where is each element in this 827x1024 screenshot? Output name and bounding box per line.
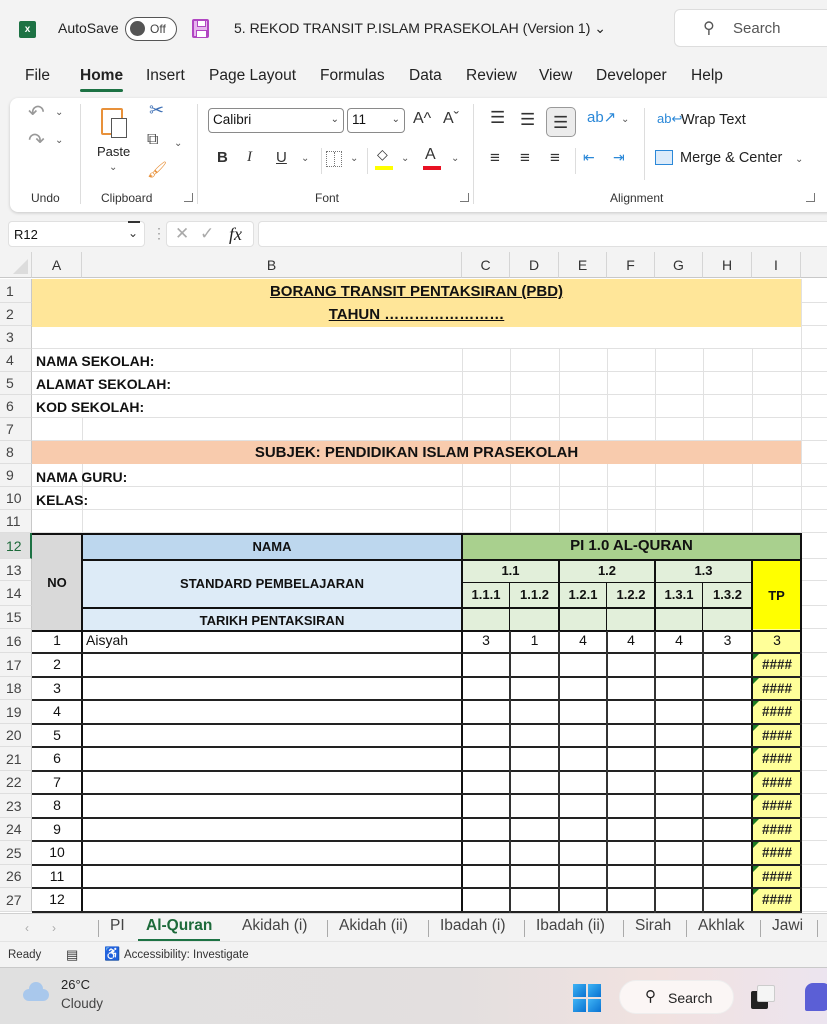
row-header-8[interactable]: 8 — [0, 441, 32, 464]
merge-center-button[interactable]: Merge & Center — [680, 150, 783, 166]
sub-header: 1.3.1 — [664, 587, 694, 602]
align-top-icon[interactable]: ☰ — [490, 108, 506, 127]
sheet-tab-akhlak[interactable]: Akhlak — [698, 917, 745, 934]
excel-app-icon: x — [19, 21, 36, 38]
align-right-icon[interactable]: ≡ — [550, 148, 560, 167]
cloud-icon[interactable] — [23, 989, 49, 1001]
accessibility-icon[interactable]: ♿ — [104, 946, 121, 961]
student-no[interactable]: 7 — [53, 774, 61, 790]
row-header-6[interactable]: 6 — [0, 395, 32, 418]
no-header: NO — [47, 575, 67, 590]
sheet-tab-akidah-i[interactable]: Akidah (i) — [242, 917, 308, 934]
label-nama-guru: NAMA GURU: — [36, 469, 128, 485]
sheet-tab-ibadah-ii[interactable]: Ibadah (ii) — [536, 917, 605, 934]
sheet-tab-pi[interactable]: PI — [110, 917, 125, 934]
autosave-state: Off — [150, 22, 166, 36]
tab-home[interactable]: Home — [80, 67, 124, 84]
label-alamat-sekolah: ALAMAT SEKOLAH: — [36, 376, 172, 392]
row-header-27[interactable]: 27 — [0, 888, 32, 912]
font-size-select[interactable] — [347, 108, 405, 133]
chevron-down-icon[interactable]: ⌄ — [621, 114, 630, 125]
status-ready: Ready — [8, 949, 42, 961]
row-header-11[interactable]: 11 — [0, 510, 32, 533]
underline-button[interactable]: U — [276, 149, 287, 166]
group-label-alignment: Alignment — [610, 191, 664, 205]
tp-value-overflow[interactable]: #### — [753, 842, 801, 864]
font-name-select[interactable] — [208, 108, 344, 133]
student-no[interactable]: 3 — [53, 680, 61, 696]
row-header-1[interactable]: 1 — [0, 279, 32, 303]
decrease-indent-icon[interactable]: ⇤ — [583, 149, 595, 165]
bold-button[interactable]: B — [217, 149, 228, 166]
align-left-icon[interactable]: ≡ — [490, 148, 500, 167]
student-no[interactable]: 4 — [53, 703, 61, 719]
row-header-13[interactable]: 13 — [0, 559, 32, 581]
student-no[interactable]: 11 — [49, 868, 65, 884]
column-header-e[interactable]: E — [559, 252, 607, 278]
row-header-25[interactable]: 25 — [0, 841, 32, 865]
tab-formulas[interactable]: Formulas — [320, 67, 385, 84]
alignment-launcher-icon[interactable] — [806, 193, 815, 202]
label-nama-sekolah: NAMA SEKOLAH: — [36, 353, 155, 369]
column-header-f[interactable]: F — [607, 252, 655, 278]
divider — [321, 148, 322, 174]
chevron-down-icon[interactable]: ⌄ — [55, 107, 64, 118]
column-header-b[interactable]: B — [82, 252, 462, 278]
align-bottom-button[interactable] — [546, 107, 576, 137]
chevron-down-icon: ⌄ — [391, 114, 400, 125]
tab-view[interactable]: View — [539, 67, 573, 84]
autosave-toggle[interactable] — [125, 17, 177, 41]
font-color-swatch — [423, 166, 441, 170]
chevron-down-icon[interactable]: ⌄ — [127, 226, 138, 240]
chevron-down-icon: ⌄ — [330, 114, 339, 125]
tab-help[interactable]: Help — [691, 67, 723, 84]
group-label-clipboard: Clipboard — [101, 191, 153, 205]
student-no[interactable]: 6 — [53, 750, 61, 766]
row-header-26[interactable]: 26 — [0, 865, 32, 888]
orientation-icon[interactable]: ab↗ — [587, 109, 617, 126]
prev-sheet-icon[interactable]: ‹ — [25, 921, 29, 935]
column-header-i[interactable]: I — [752, 252, 801, 278]
row-header-10[interactable]: 10 — [0, 487, 32, 510]
pi-header: PI 1.0 AL-QURAN — [570, 537, 693, 554]
column-header-d[interactable]: D — [510, 252, 559, 278]
score-cell[interactable]: 4 — [675, 632, 683, 648]
divider — [80, 104, 81, 204]
paste-icon[interactable] — [101, 108, 123, 135]
tp-value-overflow[interactable]: #### — [753, 725, 801, 746]
formula-bar-grip[interactable]: ⋮ — [152, 225, 166, 241]
wrap-text-icon: ab↩ — [657, 111, 683, 126]
weather-temperature[interactable]: 26°C — [61, 977, 91, 992]
sheet-tab-sirah[interactable]: Sirah — [635, 917, 672, 934]
enter-icon[interactable]: ✓ — [200, 224, 215, 243]
row-header-15[interactable]: 15 — [0, 606, 32, 629]
tp-value-overflow[interactable]: #### — [753, 889, 801, 911]
sub-header: 1.3.2 — [713, 587, 742, 602]
chevron-down-icon[interactable]: ⌄ — [451, 153, 460, 164]
cancel-icon[interactable]: ✕ — [175, 224, 190, 243]
row-header-18[interactable]: 18 — [0, 677, 32, 700]
row-header-3[interactable]: 3 — [0, 326, 32, 349]
standard-header: STANDARD PEMBELAJARAN — [180, 576, 364, 591]
score-cell[interactable]: 4 — [627, 632, 635, 648]
sheet-tab-ibadah-i[interactable]: Ibadah (i) — [440, 917, 506, 934]
formula-input[interactable] — [258, 221, 827, 247]
align-middle-icon[interactable]: ☰ — [520, 110, 536, 129]
row-header-9[interactable]: 9 — [0, 464, 32, 487]
font-size-value: 11 — [352, 112, 367, 127]
wrap-text-button[interactable]: Wrap Text — [681, 112, 746, 128]
tp-value-overflow[interactable]: #### — [753, 678, 801, 699]
student-no[interactable]: 1 — [53, 632, 61, 648]
tarikh-header: TARIKH PENTAKSIRAN — [199, 613, 345, 628]
search-icon: ⚲ — [703, 20, 715, 37]
student-no[interactable]: 5 — [53, 727, 61, 743]
tp-value-overflow[interactable]: #### — [753, 748, 801, 770]
student-no[interactable]: 12 — [49, 891, 65, 907]
group-header-1-3: 1.3 — [694, 563, 713, 578]
row-header-24[interactable]: 24 — [0, 818, 32, 841]
tp-value-overflow[interactable]: #### — [753, 701, 801, 723]
grow-font-button[interactable]: A^ — [413, 110, 432, 127]
sheet-tab-al-quran[interactable]: Al-Quran — [146, 917, 213, 934]
cut-icon[interactable]: ✂ — [149, 100, 165, 120]
spreadsheet-grid[interactable] — [0, 252, 827, 913]
copy-icon[interactable]: ⧉ — [147, 131, 159, 148]
row-header-14[interactable]: 14 — [0, 581, 32, 606]
font-launcher-icon[interactable] — [460, 193, 469, 202]
search-placeholder: Search — [733, 20, 781, 37]
score-cell[interactable]: 3 — [482, 632, 490, 648]
paste-button[interactable]: Paste — [97, 144, 131, 159]
row-header-12[interactable]: 12 — [0, 533, 32, 559]
student-name[interactable]: Aisyah — [86, 632, 129, 648]
weather-description[interactable]: Cloudy — [61, 996, 104, 1011]
column-header-a[interactable]: A — [32, 252, 82, 278]
row-header-7[interactable]: 7 — [0, 418, 32, 441]
workbook-statistics-icon[interactable]: ▤ — [66, 947, 79, 962]
group-header-1-1: 1.1 — [501, 563, 520, 578]
score-cell[interactable]: 1 — [530, 632, 539, 648]
insert-function-icon[interactable]: fx — [229, 224, 242, 244]
select-all-button[interactable] — [0, 252, 32, 278]
student-no[interactable]: 8 — [53, 797, 61, 813]
tab-page-layout[interactable]: Page Layout — [209, 67, 297, 84]
column-header-j[interactable] — [801, 252, 827, 278]
document-title[interactable]: 5. REKOD TRANSIT P.ISLAM PRASEKOLAH (Version 1) ⌄ — [234, 20, 606, 36]
row-header-21[interactable]: 21 — [0, 747, 32, 771]
sheet-tab-akidah-ii[interactable]: Akidah (ii) — [339, 917, 408, 934]
undo-icon[interactable]: ↶ — [28, 102, 45, 124]
tp-value-overflow[interactable]: #### — [753, 819, 801, 840]
column-header-g[interactable]: G — [655, 252, 703, 278]
italic-button[interactable]: I — [247, 149, 252, 165]
row-header-23[interactable]: 23 — [0, 794, 32, 818]
format-painter-icon[interactable]: 🖌 — [147, 162, 168, 179]
borders-icon[interactable] — [326, 151, 342, 167]
merge-center-icon — [655, 150, 673, 165]
tab-file[interactable]: File — [25, 67, 50, 84]
font-name-value: Calibri — [213, 112, 252, 127]
sub-header: 1.2.2 — [616, 587, 646, 602]
formula-buttons — [166, 221, 254, 247]
windows-start-icon[interactable] — [573, 984, 601, 1012]
label-kelas: KELAS: — [36, 492, 89, 508]
tab-review[interactable]: Review — [466, 67, 517, 84]
sub-header: 1.2.1 — [568, 587, 598, 602]
toggle-knob — [130, 21, 145, 36]
score-cell[interactable]: 4 — [579, 632, 587, 648]
sheet-tab-jawi[interactable]: Jawi — [772, 917, 804, 934]
increase-indent-icon[interactable]: ⇥ — [613, 149, 625, 165]
chevron-down-icon[interactable]: ⌄ — [350, 153, 359, 164]
teams-meet-icon[interactable] — [805, 983, 827, 1011]
tab-developer[interactable]: Developer — [596, 67, 667, 84]
chevron-down-icon[interactable]: ⌄ — [401, 153, 410, 164]
row-header-16[interactable]: 16 — [0, 629, 32, 653]
row-header-17[interactable]: 17 — [0, 653, 32, 677]
divider — [473, 104, 474, 204]
chevron-down-icon[interactable]: ⌄ — [109, 162, 118, 173]
tp-value[interactable]: 3 — [753, 629, 801, 652]
row-header-2[interactable]: 2 — [0, 303, 32, 326]
name-box[interactable] — [8, 221, 145, 247]
ribbon — [10, 98, 827, 212]
sheet-tabs-bar — [0, 913, 827, 941]
divider — [575, 148, 576, 174]
align-center-icon[interactable]: ≡ — [520, 148, 530, 167]
student-no[interactable]: 2 — [53, 656, 61, 672]
divider — [644, 108, 645, 180]
task-view-icon[interactable] — [751, 985, 775, 1009]
form-title: BORANG TRANSIT PENTAKSIRAN (PBD) — [269, 283, 564, 300]
autosave-label: AutoSave — [58, 20, 119, 36]
tp-value-overflow[interactable]: #### — [753, 795, 801, 817]
redo-icon[interactable]: ↷ — [28, 130, 45, 152]
row-header-22[interactable]: 22 — [0, 771, 32, 794]
tp-header: TP — [768, 588, 785, 603]
group-label-font: Font — [315, 191, 340, 205]
clipboard-launcher-icon[interactable] — [184, 193, 193, 202]
fill-color-icon[interactable]: ◇ — [377, 146, 388, 162]
title-bar — [0, 0, 827, 55]
fill-color-swatch — [375, 166, 393, 170]
column-header-c[interactable]: C — [462, 252, 510, 278]
chevron-down-icon[interactable]: ⌄ — [174, 138, 183, 149]
row-header-19[interactable]: 19 — [0, 700, 32, 724]
year-line: TAHUN …………………… — [328, 306, 505, 323]
align-bottom-icon: ☰ — [553, 113, 569, 132]
status-bar — [0, 941, 827, 967]
windows-taskbar — [0, 967, 827, 1024]
row-header-20[interactable]: 20 — [0, 724, 32, 747]
divider — [367, 148, 368, 174]
shrink-font-button[interactable]: Aˇ — [443, 110, 459, 127]
tp-value-overflow[interactable]: #### — [753, 866, 801, 887]
group-label-undo: Undo — [31, 191, 60, 205]
font-color-button[interactable]: A — [425, 146, 436, 163]
search-box[interactable] — [674, 9, 827, 47]
taskbar-search[interactable] — [619, 980, 734, 1014]
score-cell[interactable]: 3 — [723, 632, 732, 648]
tab-insert[interactable]: Insert — [146, 67, 185, 84]
chevron-down-icon[interactable]: ⌄ — [55, 135, 64, 146]
taskbar-search-label: Search — [668, 990, 713, 1006]
chevron-down-icon[interactable]: ⌄ — [301, 153, 310, 164]
student-no[interactable]: 10 — [49, 844, 65, 860]
student-no[interactable]: 9 — [53, 821, 61, 837]
chevron-down-icon[interactable]: ⌄ — [795, 154, 804, 165]
tp-value-overflow[interactable]: #### — [753, 772, 801, 793]
nama-header: NAMA — [252, 539, 292, 554]
column-header-h[interactable]: H — [703, 252, 752, 278]
divider — [197, 104, 198, 204]
row-header-5[interactable]: 5 — [0, 372, 32, 395]
tab-data[interactable]: Data — [409, 67, 442, 84]
sub-header: 1.1.1 — [471, 587, 501, 602]
accessibility-status[interactable]: Accessibility: Investigate — [124, 949, 249, 961]
row-header-4[interactable]: 4 — [0, 349, 32, 372]
label-kod-sekolah: KOD SEKOLAH: — [36, 399, 145, 415]
name-box-value: R12 — [14, 227, 38, 242]
sub-header: 1.1.2 — [520, 587, 549, 602]
search-icon: ⚲ — [645, 988, 656, 1005]
ribbon-tabs — [0, 55, 827, 95]
save-icon[interactable] — [192, 19, 209, 38]
next-sheet-icon[interactable]: › — [52, 921, 56, 935]
tp-value-overflow[interactable]: #### — [753, 654, 801, 676]
group-header-1-2: 1.2 — [597, 563, 617, 578]
subject-title: SUBJEK: PENDIDIKAN ISLAM PRASEKOLAH — [254, 444, 579, 461]
